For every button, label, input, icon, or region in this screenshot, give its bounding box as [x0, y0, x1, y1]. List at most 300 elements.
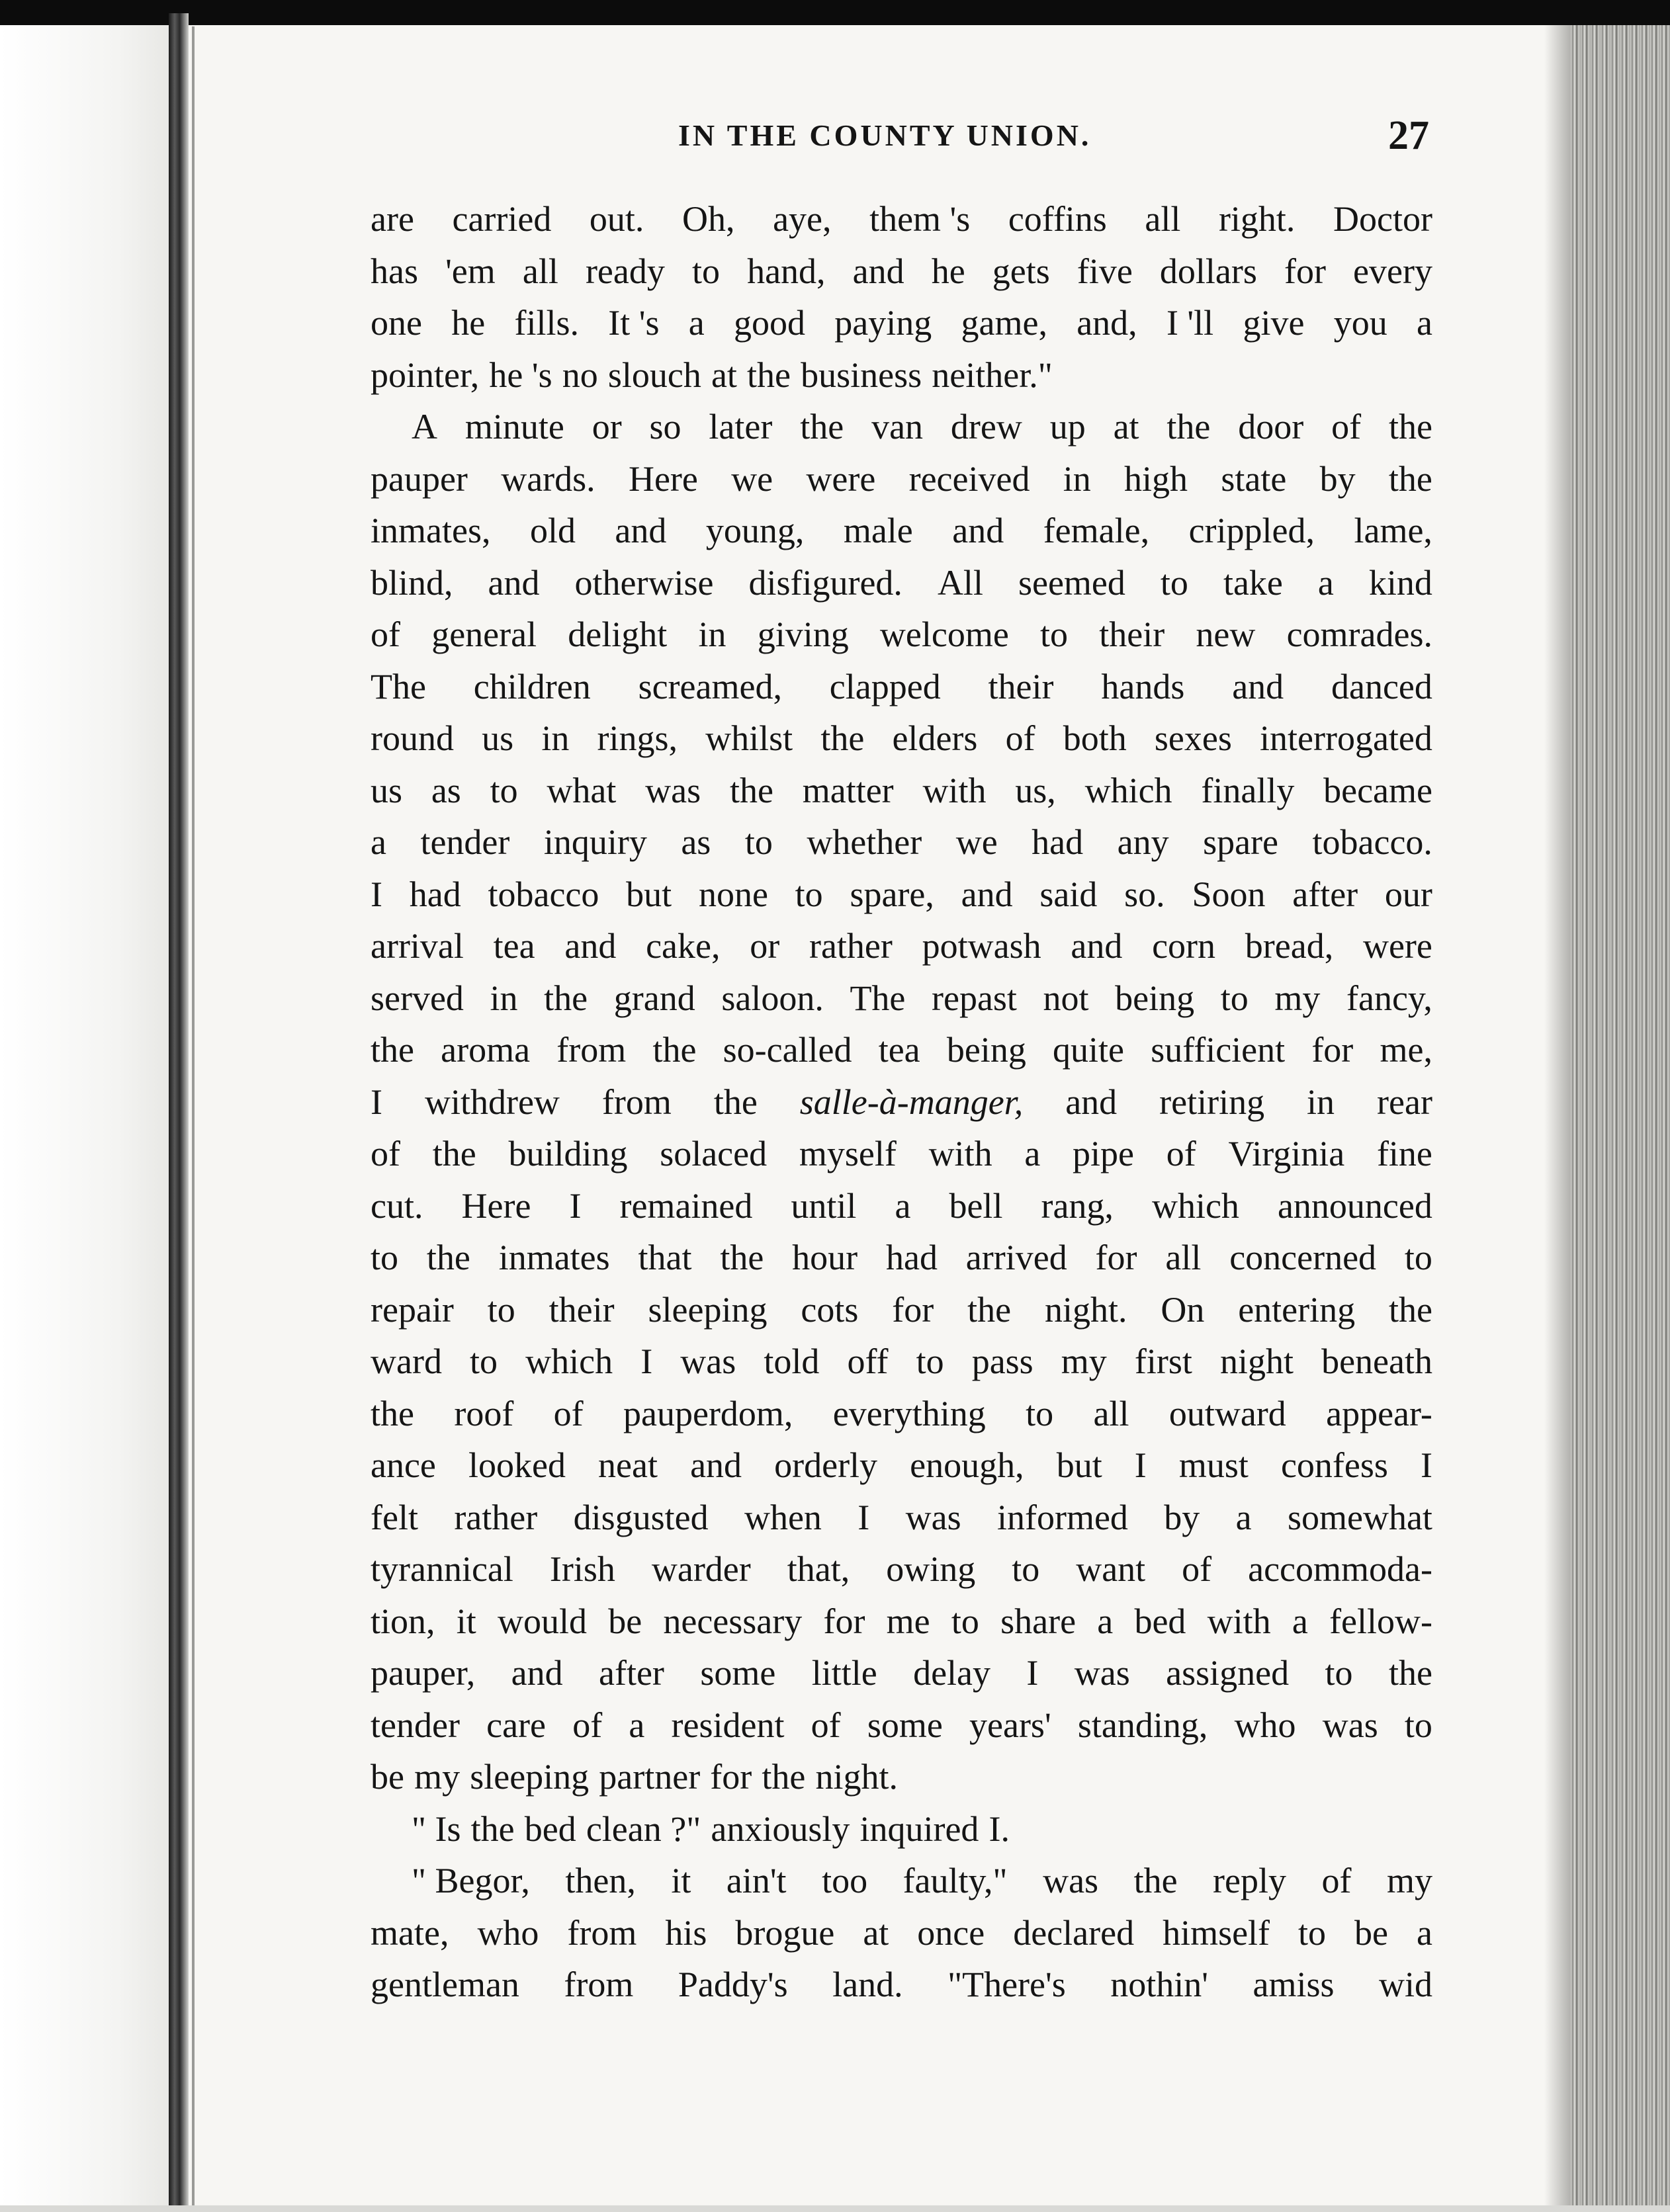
scan-bottom-border — [0, 2205, 1670, 2212]
text-word: myself — [799, 1134, 897, 1173]
text-word: ance — [371, 1445, 436, 1485]
text-word: in — [1063, 458, 1091, 499]
text-word: some — [700, 1653, 776, 1693]
text-word: a — [1292, 1601, 1308, 1641]
text-word: arrival — [371, 926, 464, 966]
text-word: the — [1389, 1289, 1432, 1330]
text-word: blind, — [371, 562, 453, 603]
text-word: roof — [454, 1393, 514, 1433]
text-word: was — [1074, 1653, 1130, 1693]
text-word: for — [892, 1289, 934, 1330]
text-word: giving — [757, 615, 849, 654]
text-word: repast — [932, 978, 1017, 1018]
text-word: children — [473, 666, 591, 706]
text-word: of — [371, 1134, 400, 1173]
text-word: of — [572, 1705, 603, 1745]
text-word: bell — [949, 1185, 1003, 1226]
text-word: after — [1292, 874, 1358, 914]
text-word: later — [709, 407, 773, 447]
text-word: round — [371, 718, 454, 758]
text-word: rather — [809, 926, 893, 966]
text-line — [371, 193, 1432, 245]
text-word: a — [1317, 562, 1334, 603]
text-word: I. — [989, 1808, 1010, 1849]
text-word: the — [713, 1082, 758, 1122]
text-word: no — [562, 355, 598, 395]
text-word: by — [1164, 1497, 1200, 1537]
text-word: fine — [1376, 1134, 1432, 1173]
text-word: from — [564, 1965, 634, 2004]
text-word: paying — [834, 303, 932, 343]
text-word: carried — [452, 199, 552, 239]
text-word: cake, — [646, 926, 721, 966]
text-word: van — [871, 407, 924, 447]
text-word: assigned — [1166, 1653, 1290, 1693]
text-word: of — [811, 1705, 841, 1745]
text-word: inmates, — [371, 511, 491, 550]
page-stack-edge — [1571, 25, 1670, 2212]
text-word: whether — [807, 822, 922, 862]
text-word: business — [801, 355, 922, 395]
text-line — [371, 297, 1432, 349]
text-word: Irish — [549, 1549, 615, 1589]
text-word: hands — [1101, 666, 1185, 706]
text-word: their — [988, 666, 1054, 706]
text-word: good — [733, 303, 805, 343]
text-word: coffins — [1008, 199, 1107, 239]
text-word: the — [544, 978, 588, 1018]
text-word: owing — [886, 1549, 976, 1589]
text-word: be — [371, 1757, 404, 1797]
text-word: a — [629, 1705, 645, 1745]
text-line — [371, 453, 1432, 505]
text-word: Oh, — [682, 199, 735, 239]
text-word: new — [1196, 615, 1256, 654]
text-word: it — [671, 1861, 691, 1900]
text-word: The — [850, 978, 906, 1018]
text-word: gentleman — [371, 1965, 519, 2004]
text-word: pauper — [371, 458, 468, 499]
text-word: sleeping — [648, 1289, 768, 1330]
text-word: retiring — [1159, 1082, 1265, 1122]
text-word: pass — [971, 1341, 1033, 1381]
text-word: in — [490, 978, 518, 1018]
text-word: All — [937, 562, 983, 603]
text-word: " Is — [412, 1808, 461, 1849]
text-word: be — [1354, 1912, 1388, 1953]
text-word: what — [547, 770, 617, 810]
text-line — [371, 1492, 1432, 1544]
text-word: the — [762, 1757, 806, 1797]
text-word: was — [905, 1497, 961, 1537]
text-word: informed — [996, 1497, 1128, 1537]
text-word: himself — [1163, 1912, 1270, 1953]
text-word: were — [806, 458, 876, 499]
text-word: mate, — [371, 1912, 449, 1953]
text-word: game, — [961, 303, 1047, 343]
text-word: looked — [468, 1445, 566, 1485]
text-word: any — [1117, 822, 1169, 862]
text-word: hand, — [747, 251, 826, 291]
text-word: Doctor — [1333, 199, 1432, 239]
text-word: night. — [1044, 1289, 1127, 1330]
text-word: comrades. — [1286, 615, 1432, 654]
running-head — [371, 112, 1429, 165]
text-word: told — [764, 1341, 820, 1381]
text-word: tender — [420, 822, 510, 862]
text-word: a — [1024, 1134, 1041, 1173]
text-word: a — [1416, 1912, 1432, 1953]
text-word: the — [371, 1030, 414, 1070]
text-word: tobacco. — [1312, 822, 1432, 862]
text-line — [371, 609, 1432, 661]
text-word: tion, — [371, 1601, 435, 1641]
text-word: I — [1420, 1445, 1432, 1485]
text-word: cots — [801, 1289, 859, 1330]
text-word: ain't — [726, 1861, 787, 1900]
text-word: or — [750, 926, 780, 966]
text-word: a — [371, 822, 386, 862]
text-line — [371, 1284, 1432, 1336]
text-word: salle-à-manger, — [799, 1082, 1024, 1122]
text-word: pauper, — [371, 1653, 476, 1693]
text-word: to — [1220, 978, 1249, 1018]
text-word: and — [564, 926, 617, 966]
text-line — [371, 1232, 1432, 1284]
text-word: Paddy's — [678, 1965, 788, 2004]
text-word: so. — [1124, 874, 1165, 914]
text-word: none — [698, 874, 768, 914]
text-word: neat — [598, 1445, 658, 1485]
text-word: which — [1084, 770, 1172, 810]
text-word: repair — [371, 1289, 454, 1330]
text-line — [371, 1959, 1432, 2011]
text-word: of — [1166, 1134, 1196, 1173]
text-word: too — [822, 1861, 868, 1900]
text-word: a — [1235, 1497, 1252, 1537]
text-line — [371, 1024, 1432, 1076]
text-word: tender — [371, 1705, 460, 1745]
text-word: for — [823, 1601, 865, 1641]
text-word: I — [857, 1497, 870, 1537]
text-word: tyrannical — [371, 1549, 513, 1589]
text-word: fancy, — [1346, 978, 1432, 1018]
text-word: want — [1076, 1549, 1146, 1589]
text-word: the — [652, 1030, 697, 1070]
text-word: I — [371, 1082, 382, 1122]
text-word: me, — [1380, 1030, 1432, 1070]
text-word: amiss — [1252, 1965, 1335, 2004]
text-word: confess — [1280, 1445, 1388, 1485]
text-word: quite — [1053, 1030, 1124, 1070]
text-word: little — [811, 1653, 877, 1693]
text-word: crippled, — [1188, 511, 1315, 550]
text-word: from — [601, 1082, 672, 1122]
text-word: and — [961, 874, 1013, 914]
text-word: I — [371, 874, 382, 914]
text-word: that — [638, 1238, 692, 1277]
text-word: share — [1000, 1601, 1077, 1641]
text-word: On — [1161, 1289, 1205, 1330]
text-word: a — [688, 303, 705, 343]
text-word: inmates — [498, 1238, 610, 1277]
text-word: five — [1077, 251, 1133, 291]
text-word: pauperdom, — [623, 1393, 793, 1433]
text-word: wid — [1378, 1965, 1432, 2004]
text-word: a — [895, 1185, 911, 1226]
text-word: and — [488, 562, 540, 603]
text-word: corn — [1152, 926, 1216, 966]
text-word: with — [1207, 1601, 1271, 1641]
text-word: give — [1243, 303, 1305, 343]
text-word: and — [1071, 926, 1123, 966]
text-word: Soon — [1192, 874, 1266, 914]
text-word: them 's — [869, 199, 971, 239]
text-word: neither." — [932, 355, 1053, 395]
text-line — [371, 557, 1432, 609]
text-word: are — [371, 199, 414, 239]
text-word: the — [800, 407, 844, 447]
text-word: of — [1331, 407, 1362, 447]
text-word: Virginia — [1228, 1134, 1345, 1173]
text-word: once — [917, 1912, 985, 1953]
text-line — [371, 869, 1432, 921]
text-word: as — [681, 822, 711, 862]
text-word: all — [1165, 1238, 1202, 1277]
text-word: in — [1307, 1082, 1335, 1122]
text-word: fellow- — [1329, 1601, 1432, 1641]
page-edge-shadow — [1544, 25, 1571, 2212]
text-word: were — [1362, 926, 1432, 966]
text-word: for — [1284, 251, 1326, 291]
text-word: must — [1178, 1445, 1249, 1485]
text-word: night — [1219, 1341, 1294, 1381]
text-word: the — [432, 1134, 476, 1173]
text-word: 'em — [445, 251, 496, 291]
text-word: years' — [969, 1705, 1051, 1745]
text-word: to — [1026, 1393, 1054, 1433]
text-word: being — [1115, 978, 1195, 1018]
text-word: became — [1323, 770, 1432, 810]
text-line — [371, 920, 1432, 972]
text-word: said — [1039, 874, 1098, 914]
text-word: to — [371, 1238, 399, 1277]
text-word: tobacco — [488, 874, 599, 914]
text-word: has — [371, 251, 418, 291]
text-line — [371, 1855, 1432, 1907]
text-word: of — [1321, 1861, 1352, 1900]
text-word: the — [426, 1238, 470, 1277]
text-line — [371, 245, 1432, 298]
text-word: arrived — [965, 1238, 1067, 1277]
text-word: for — [1311, 1030, 1354, 1070]
text-word: out. — [589, 199, 644, 239]
text-word: rear — [1377, 1082, 1432, 1122]
text-word: It 's — [608, 303, 660, 343]
text-word: at — [863, 1912, 889, 1953]
text-word: my — [1274, 978, 1321, 1018]
text-word: standing, — [1077, 1705, 1208, 1745]
text-word: state — [1221, 458, 1287, 499]
text-word: to — [487, 1289, 515, 1330]
text-word: ward — [371, 1341, 442, 1381]
page-number: 27 — [1388, 113, 1429, 158]
text-word: inquiry — [543, 822, 647, 862]
text-word: and — [615, 511, 667, 550]
text-word: I — [1134, 1445, 1147, 1485]
text-word: lame, — [1354, 511, 1432, 550]
text-word: to — [490, 770, 518, 810]
text-word: sleeping — [470, 1757, 590, 1797]
text-line — [371, 972, 1432, 1025]
text-word: to — [795, 874, 823, 914]
text-word: to — [1404, 1705, 1432, 1745]
text-line — [371, 1543, 1432, 1595]
text-word: tea — [878, 1030, 920, 1070]
text-word: all — [1145, 199, 1181, 239]
text-word: clean ?" — [586, 1808, 701, 1849]
text-word: take — [1223, 562, 1283, 603]
text-word: faulty," — [902, 1861, 1008, 1900]
text-word: who — [1234, 1705, 1296, 1745]
text-word: solaced — [660, 1134, 768, 1173]
text-word: rather — [454, 1497, 538, 1537]
text-word: with — [928, 1134, 992, 1173]
text-word: from — [567, 1912, 637, 1953]
text-line — [371, 1595, 1432, 1648]
text-word: sufficient — [1151, 1030, 1286, 1070]
text-word: bed — [524, 1808, 576, 1849]
text-word: partner — [599, 1757, 701, 1797]
text-word: to — [691, 251, 720, 291]
text-word: spare — [1203, 822, 1279, 862]
text-word: old — [529, 511, 576, 550]
text-word: to — [951, 1601, 979, 1641]
text-line — [371, 1751, 1432, 1803]
text-word: you — [1333, 303, 1387, 343]
body-text — [371, 193, 1432, 2011]
text-word: necessary — [663, 1601, 803, 1641]
running-head-title: IN THE COUNTY UNION. — [678, 118, 1092, 152]
text-word: to — [1325, 1653, 1353, 1693]
text-word: disgusted — [573, 1497, 709, 1537]
text-word: and, — [1077, 303, 1137, 343]
text-word: potwash — [922, 926, 1041, 966]
text-word: elders — [892, 718, 978, 758]
text-word: saloon. — [721, 978, 824, 1018]
text-word: be — [608, 1601, 642, 1641]
text-word: welcome — [879, 615, 1009, 654]
text-word: entering — [1238, 1289, 1356, 1330]
text-word: so — [649, 407, 681, 447]
text-word: of — [553, 1393, 584, 1433]
text-word: whilst — [705, 718, 793, 758]
text-word: had — [409, 874, 461, 914]
text-word: our — [1384, 874, 1432, 914]
text-word: enough, — [910, 1445, 1024, 1485]
text-word: me — [886, 1601, 930, 1641]
text-word: I 'll — [1166, 303, 1214, 343]
text-word: was — [1322, 1705, 1378, 1745]
text-word: for — [710, 1757, 752, 1797]
text-line — [371, 1388, 1432, 1440]
text-word: announced — [1277, 1185, 1432, 1226]
text-word: pointer, — [371, 355, 480, 395]
text-word: had — [1032, 822, 1084, 862]
text-line — [371, 765, 1432, 817]
text-word: " Begor, — [412, 1861, 530, 1900]
text-word: from — [556, 1030, 627, 1070]
text-word: male — [843, 511, 913, 550]
text-word: after — [599, 1653, 664, 1693]
text-word: but — [1056, 1445, 1102, 1485]
text-word: my — [414, 1757, 461, 1797]
text-word: cut. — [371, 1185, 423, 1226]
text-word: minute — [464, 407, 564, 447]
text-word: their — [1099, 615, 1165, 654]
text-line — [371, 661, 1432, 713]
text-word: the — [1388, 407, 1432, 447]
text-word: general — [431, 615, 537, 654]
text-word: served — [371, 978, 464, 1018]
text-line — [371, 1803, 1432, 1855]
text-word: grand — [613, 978, 695, 1018]
text-line — [371, 712, 1432, 765]
text-word: was — [1043, 1861, 1099, 1900]
text-line — [371, 505, 1432, 557]
text-word: the — [470, 1808, 515, 1849]
text-word: anxiously — [711, 1808, 850, 1849]
text-word: we — [955, 822, 998, 862]
text-word: he 's — [489, 355, 552, 395]
text-word: finally — [1201, 770, 1295, 810]
text-line — [371, 1336, 1432, 1388]
text-word: danced — [1331, 666, 1432, 706]
text-word: he — [931, 251, 965, 291]
text-word: first — [1134, 1341, 1192, 1381]
left-page-margin — [0, 25, 169, 2212]
text-word: to — [1012, 1549, 1040, 1589]
text-word: matter — [802, 770, 894, 810]
text-word: building — [508, 1134, 628, 1173]
text-word: not — [1043, 978, 1089, 1018]
text-word: female, — [1043, 511, 1150, 550]
text-word: and — [511, 1653, 563, 1693]
text-word: somewhat — [1287, 1497, 1432, 1537]
text-word: every — [1353, 251, 1432, 291]
text-word: all — [1093, 1393, 1129, 1433]
text-word: dollars — [1159, 251, 1257, 291]
text-word: in — [541, 718, 570, 758]
text-word: Here — [628, 458, 698, 499]
text-word: screamed, — [638, 666, 782, 706]
text-word: seemed — [1018, 562, 1125, 603]
text-word: as — [431, 770, 461, 810]
text-word: young, — [705, 511, 805, 550]
text-word: that, — [787, 1549, 850, 1589]
text-word: a — [1416, 303, 1432, 343]
text-word: I — [1026, 1653, 1039, 1693]
text-word: both — [1063, 718, 1127, 758]
text-word: to — [916, 1341, 944, 1381]
text-word: until — [791, 1185, 857, 1226]
text-word: his — [665, 1912, 707, 1953]
text-word: appear- — [1326, 1393, 1432, 1433]
text-word: the — [729, 770, 773, 810]
text-word: gets — [992, 251, 1050, 291]
text-word: and — [1232, 666, 1284, 706]
text-line — [371, 1180, 1432, 1232]
